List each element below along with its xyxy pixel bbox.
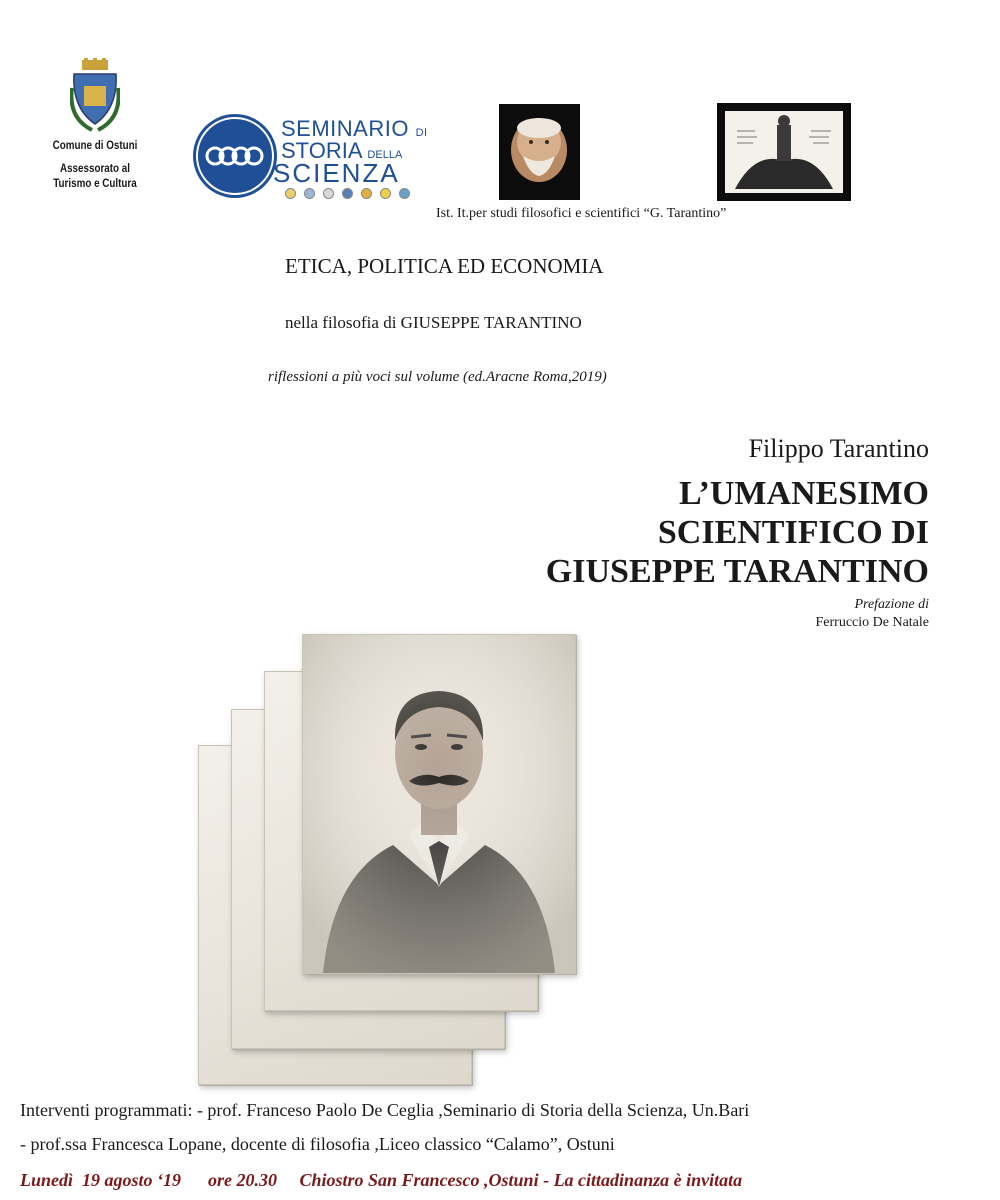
seminario-logo: [193, 112, 428, 202]
preface-label: Prefazione di: [854, 597, 929, 612]
event-title: ETICA, POLITICA ED ECONOMIA: [285, 254, 604, 278]
book-title-line: SCIENTIFICO DI: [657, 514, 929, 551]
assessorato-line: Assessorato al: [59, 161, 131, 175]
seminario-emblem-icon: [193, 114, 277, 198]
istituto-caption: Ist. It.per studi filosofici e scientifici “G. Tarantino”: [436, 206, 727, 221]
comune-crest-icon: [70, 58, 120, 134]
tarantino-bust-image: [499, 104, 580, 200]
preface-author: Ferruccio De Natale: [815, 615, 929, 630]
event-date-location: Lunedì 19 agosto ‘19 ore 20.30 Chiostro San Francesco ,Ostuni - La cittadinanza è invitata: [20, 1170, 743, 1190]
book-title-line: L’UMANESIMO: [679, 475, 929, 512]
portrait-photo: [302, 634, 576, 974]
speakers-line-1: Interventi programmati: - prof. Franceso Paolo De Ceglia ,Seminario di Storia della Scienza, Un.Bari: [20, 1100, 750, 1120]
seminario-word1-small: DI: [415, 127, 428, 139]
seminario-partner-icons: [285, 188, 410, 199]
comune-logo: [30, 58, 160, 191]
assessorato-department: Turismo e Cultura: [53, 176, 137, 190]
book-title: [546, 474, 929, 591]
comune-name: Comune di Ostuni: [52, 138, 138, 152]
seminario-word2: STORIA: [281, 138, 362, 163]
book-author: Filippo Tarantino: [748, 434, 929, 463]
event-description: riflessioni a più voci sul volume (ed.Aracne Roma,2019): [268, 369, 607, 385]
event-subtitle: nella filosofia di GIUSEPPE TARANTINO: [285, 313, 582, 332]
seminario-word3: SCIENZA: [273, 158, 400, 188]
seminario-word1: SEMINARIO: [281, 116, 409, 141]
speakers-line-2: - prof.ssa Francesca Lopane, docente di filosofia ,Liceo classico “Calamo”, Ostuni: [20, 1134, 615, 1154]
seminario-word2-small: DELLA: [367, 149, 403, 161]
istituto-engraving-image: [717, 103, 851, 201]
book-title-line: GIUSEPPE TARANTINO: [545, 553, 929, 590]
